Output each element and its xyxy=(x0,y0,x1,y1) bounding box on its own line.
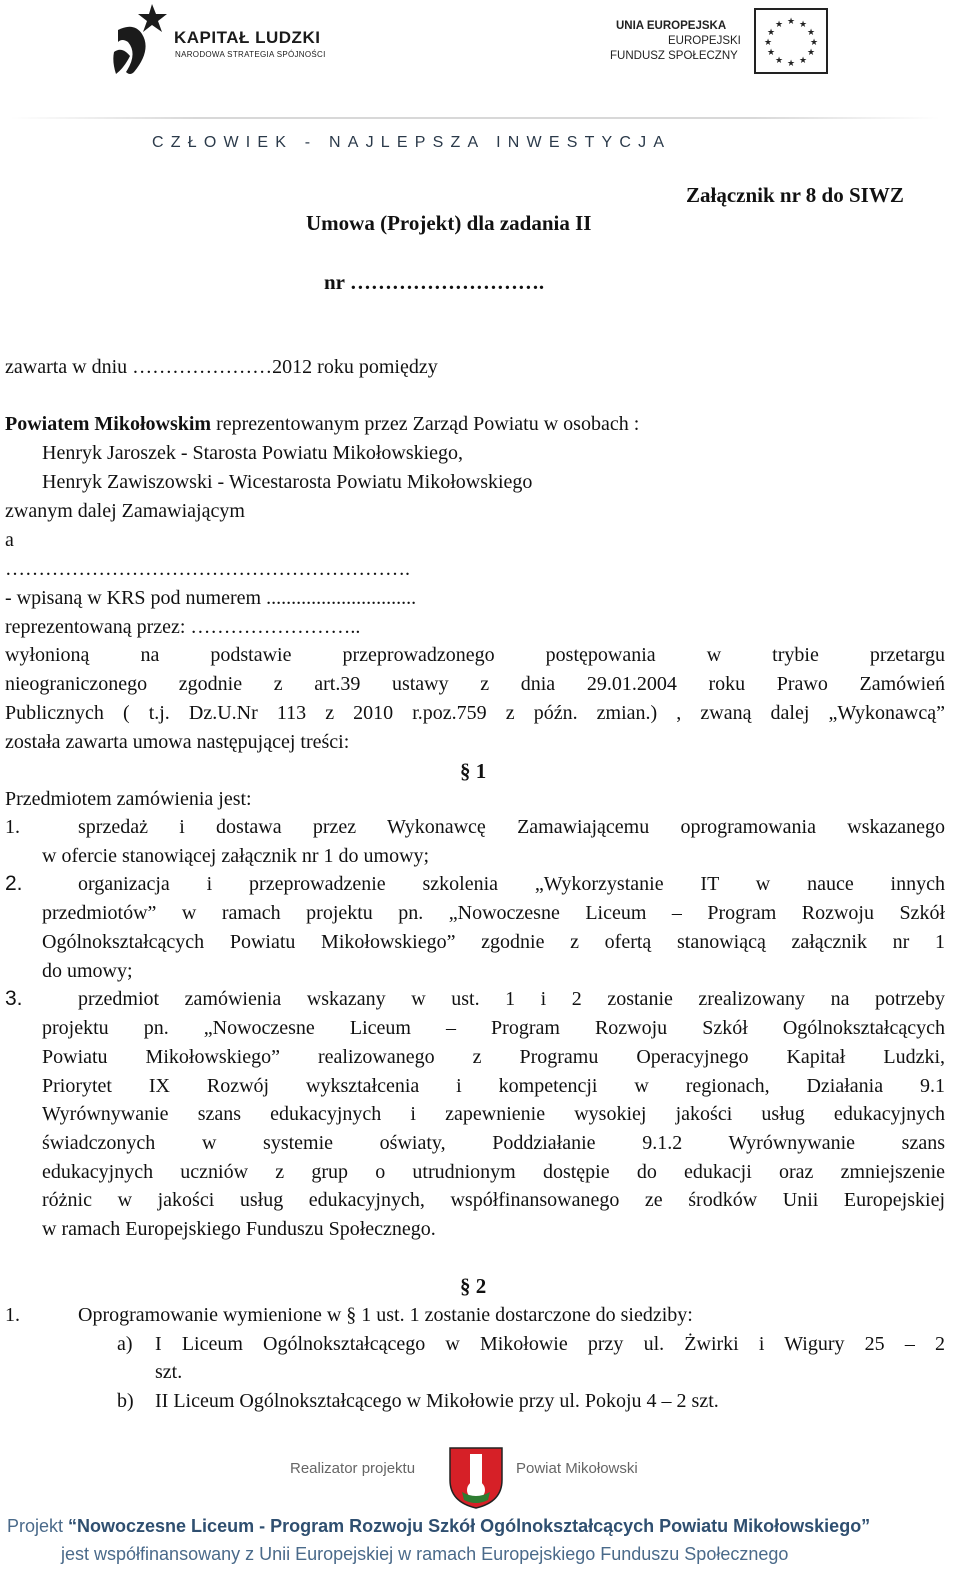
item-1-number: 1. xyxy=(5,816,20,838)
svg-text:★: ★ xyxy=(809,37,819,47)
item-3-line: Priorytet IX Rozwój wykształcenia i kompetencji w regionach, Działania 9.1 xyxy=(42,1075,945,1097)
kapital-ludzki-logo xyxy=(108,0,348,80)
sec2-item-a-line-2: szt. xyxy=(155,1361,183,1383)
powiat-coat-of-arms-icon xyxy=(448,1446,504,1510)
party1-name: Powiatem Mikołowskim xyxy=(5,413,212,435)
item-2-line: przedmiotów” w ramach projektu pn. „Nowoczesne Liceum – Program Rozwoju Szkół xyxy=(42,902,945,924)
represented-by-line: reprezentowaną przez: …………………….. xyxy=(5,616,361,638)
sec2-item-a-letter: a) xyxy=(117,1333,133,1355)
doc-number: nr ………………………. xyxy=(324,270,545,294)
item-3-line: projektu pn. „Nowoczesne Liceum – Program Rozwoju Szkół Ogólnokształcących xyxy=(42,1017,945,1039)
selection-line-3: Publicznych ( t.j. Dz.U.Nr 113 z 2010 r.poz.759 z późn. zmian.) , zwaną dalej „Wykonawcą” xyxy=(5,702,945,724)
svg-text:★: ★ xyxy=(766,27,776,37)
selection-line-2: nieograniczonego zgodnie z art.39 ustawy z dnia 29.01.2004 roku Prawo Zamówień xyxy=(5,673,945,695)
svg-text:★: ★ xyxy=(766,47,776,57)
svg-text:★: ★ xyxy=(786,58,796,68)
section-2-heading: § 2 xyxy=(460,1274,487,1298)
footer-project-prefix: Projekt xyxy=(7,1516,69,1536)
item-2-number: 2. xyxy=(5,872,23,895)
selection-line-4: została zawarta umowa następującej treści: xyxy=(5,731,350,753)
kl-logo-title: KAPITAŁ LUDZKI xyxy=(174,28,321,47)
svg-text:★: ★ xyxy=(774,55,784,65)
party1-line xyxy=(5,410,639,439)
representative-2: Henryk Zawiszowski - Wicestarosta Powiatu Mikołowskiego xyxy=(42,471,533,493)
date-line: zawarta w dniu …………………2012 roku pomiędzy xyxy=(5,356,438,378)
selection-line-1: wyłonioną na podstawie przeprowadzonego postępowania w trybie przetargu xyxy=(5,644,945,666)
item-2-line: organizacja i przeprowadzenie szkolenia „Wykorzystanie IT w nauce innych xyxy=(78,873,945,895)
svg-text:★: ★ xyxy=(806,27,816,37)
contractor-name-placeholder: ……………………………………………………. xyxy=(5,558,410,580)
sec2-item-1-text: Oprogramowanie wymienione w § 1 ust. 1 zostanie dostarczone do siedziby: xyxy=(78,1304,693,1326)
ue-line-2: EUROPEJSKI xyxy=(668,35,741,47)
header-tagline: CZŁOWIEK - NAJLEPSZA INWESTYCJA xyxy=(152,134,672,151)
sec2-item-a-line-1: I Liceum Ogólnokształcącego w Mikołowie przy ul. Żwirki i Wigury 25 – 2 xyxy=(155,1333,945,1355)
item-3-line: przedmiot zamówienia wskazany w ust. 1 i 2 zostanie zrealizowany na potrzeby xyxy=(78,988,945,1010)
footer-powiat-label: Powiat Mikołowski xyxy=(516,1460,638,1477)
annex-label: Załącznik nr 8 do SIWZ xyxy=(686,183,904,207)
eu-flag-icon xyxy=(754,8,828,74)
kl-emblem-icon xyxy=(112,2,168,76)
sec2-item-b-letter: b) xyxy=(117,1390,134,1412)
ue-line-3: FUNDUSZ SPOŁECZNY xyxy=(610,50,738,62)
item-3-line: edukacyjnych uczniów z grup o utrudnionym dostępie do edukacji oraz zmniejszenie xyxy=(42,1161,945,1183)
svg-text:★: ★ xyxy=(798,19,808,29)
footer-project-name: “Nowoczesne Liceum - Program Rozwoju Szkół Ogólnokształcących Powiatu Mikołowskiego” xyxy=(68,1516,871,1536)
header-divider xyxy=(10,117,940,119)
subject-intro: Przedmiotem zamówienia jest: xyxy=(5,788,252,810)
sec2-item-1-number: 1. xyxy=(5,1304,20,1326)
svg-text:★: ★ xyxy=(798,55,808,65)
svg-text:★: ★ xyxy=(763,37,773,47)
representative-1: Henryk Jaroszek - Starosta Powiatu Mikołowskiego, xyxy=(42,442,464,464)
party1-rest: reprezentowanym przez Zarząd Powiatu w osobach : xyxy=(211,413,640,435)
kl-logo-subtitle: NARODOWA STRATEGIA SPÓJNOŚCI xyxy=(175,50,326,59)
item-2-line: Ogólnokształcących Powiatu Mikołowskiego” zgodnie z ofertą stanowiącą załącznik nr 1 xyxy=(42,931,945,953)
item-3-line: różnic w jakości usług edukacyjnych, współfinansowanego ze środków Unii Europejskiej xyxy=(42,1189,945,1211)
sec2-item-b-text: II Liceum Ogólnokształcącego w Mikołowie przy ul. Pokoju 4 – 2 szt. xyxy=(155,1390,719,1412)
ue-line-1: UNIA EUROPEJSKA xyxy=(616,20,727,32)
krs-line: - wpisaną w KRS pod numerem .............................. xyxy=(5,587,417,609)
item-1-line: w ofercie stanowiącej załącznik nr 1 do umowy; xyxy=(42,845,430,867)
footer-project-line xyxy=(7,1516,870,1537)
zamawiajacy-line: zwanym dalej Zamawiającym xyxy=(5,500,245,522)
doc-title: Umowa (Projekt) dla zadania II xyxy=(306,211,592,235)
svg-text:★: ★ xyxy=(786,16,796,26)
item-3-line: świadczonych w systemie oświaty, Poddziałanie 9.1.2 Wyrównywanie szans xyxy=(42,1132,945,1154)
item-3-line: w ramach Europejskiego Funduszu Społecznego. xyxy=(42,1218,436,1240)
item-3-line: Powiatu Mikołowskiego” realizowanego z Programu Operacyjnego Kapitał Ludzki, xyxy=(42,1046,945,1068)
item-1-line: sprzedaż i dostawa przez Wykonawcę Zamawiającemu oprogramowania wskazanego xyxy=(78,816,945,838)
footer-cofinancing-line: jest współfinansowany z Unii Europejskiej w ramach Europejskiego Funduszu Społecznego xyxy=(61,1544,789,1564)
item-3-number: 3. xyxy=(5,987,23,1010)
item-3-line: Wyrównywanie szans edukacyjnych i zapewnienie wysokiej jakości usług edukacyjnych xyxy=(42,1103,945,1125)
footer-realizator-label: Realizator projektu xyxy=(290,1460,416,1477)
svg-text:★: ★ xyxy=(774,19,784,29)
item-2-line: do umowy; xyxy=(42,960,133,982)
svg-text:★: ★ xyxy=(806,47,816,57)
ue-logo xyxy=(608,8,830,76)
section-1-heading: § 1 xyxy=(460,759,487,783)
conjunction-a: a xyxy=(5,529,14,551)
